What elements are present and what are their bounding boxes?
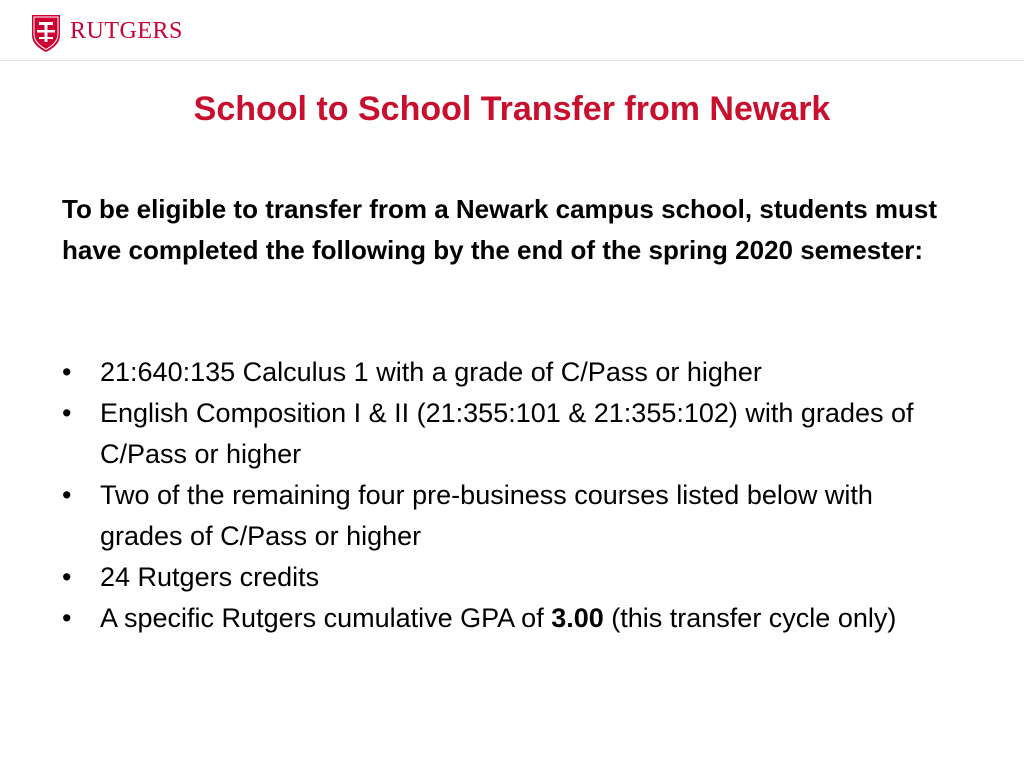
list-item — [62, 557, 962, 598]
slide-title: School to School Transfer from Newark — [193, 90, 831, 128]
list-item-text-prefix: A specific Rutgers cumulative GPA of — [100, 603, 552, 633]
bullet-marker: • — [62, 480, 72, 510]
bullet-marker: • — [62, 562, 72, 592]
list-item-text: Two of the remaining four pre-business courses listed below with grades of C/Pass or higher — [100, 480, 873, 551]
list-item-text: 21:640:135 Calculus 1 with a grade of C/Pass or higher — [100, 357, 762, 387]
list-item-text: 24 Rutgers credits — [100, 562, 320, 592]
header-bar — [0, 0, 1024, 62]
requirements-list — [62, 352, 962, 639]
bullet-marker: • — [62, 398, 72, 428]
bullet-marker: • — [62, 357, 72, 387]
list-item — [62, 393, 962, 475]
logo-wordmark: RUTGERS — [70, 18, 183, 44]
list-item-text: English Composition I & II (21:355:101 & 21:355:102) with grades of C/Pass or higher — [100, 398, 914, 469]
list-item — [62, 352, 962, 393]
rutgers-logo — [30, 12, 183, 54]
list-item-text-suffix: (this transfer cycle only) — [603, 603, 897, 633]
gpa-value: 3.00 — [551, 603, 604, 633]
rutgers-shield-icon — [30, 13, 62, 53]
intro-paragraph: To be eligible to transfer from a Newark campus school, students must have completed the following by the end of the spring 2020 semester: — [62, 194, 938, 265]
bullet-marker: • — [62, 603, 72, 633]
list-item — [62, 598, 962, 639]
header-divider — [0, 60, 1024, 61]
list-item — [62, 475, 962, 557]
